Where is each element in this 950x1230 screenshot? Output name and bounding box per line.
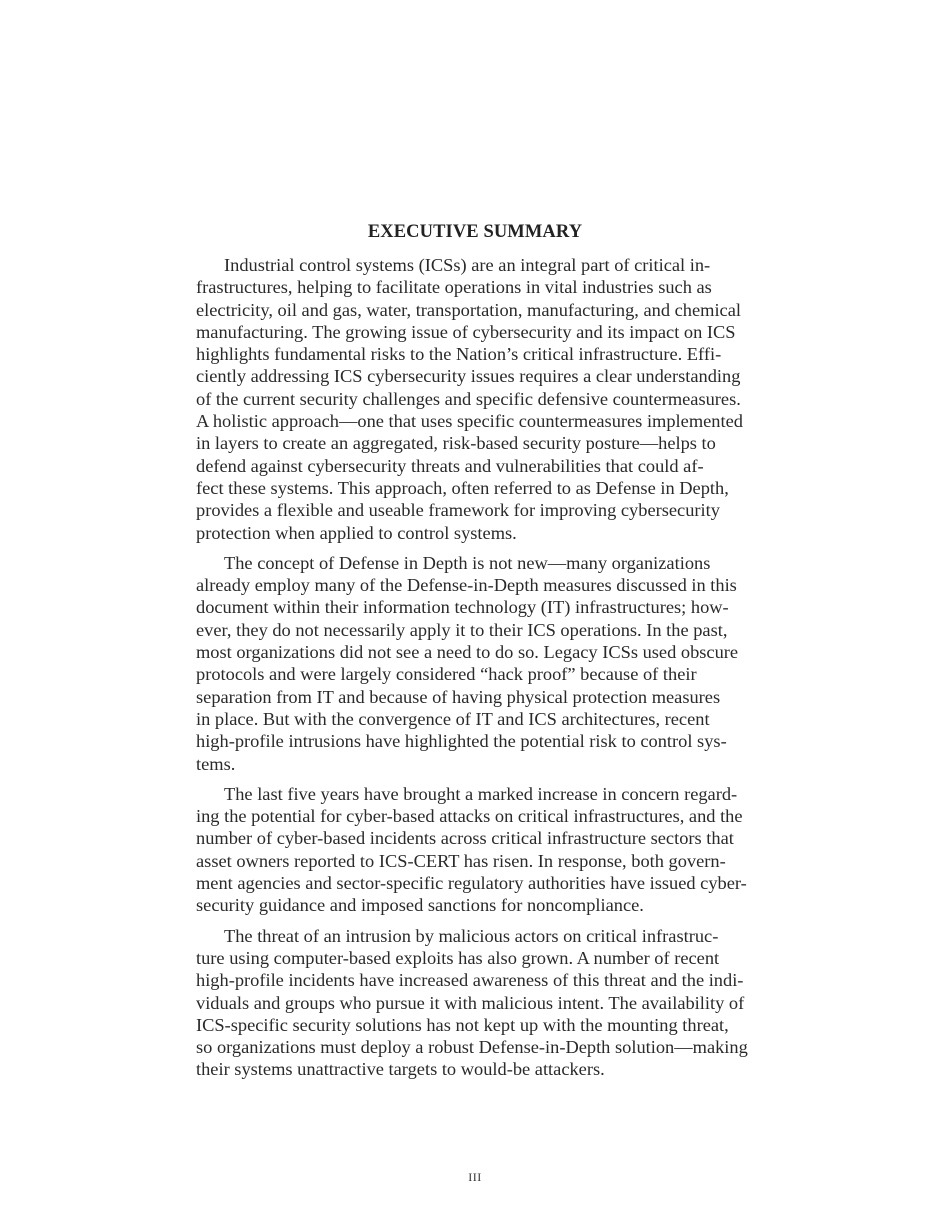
text-line: protocols and were largely considered “hack proof” because of their	[196, 664, 697, 685]
text-line: frastructures, helping to facilitate operations in vital industries such as	[196, 277, 712, 298]
paragraph-1	[196, 254, 766, 544]
text-line: highlights fundamental risks to the Nation’s critical infrastructure. Effi-	[196, 344, 722, 365]
text-line: security guidance and imposed sanctions for noncompliance.	[196, 895, 644, 916]
text-line: ever, they do not necessarily apply it to their ICS operations. In the past,	[196, 619, 728, 640]
paragraph-3	[196, 783, 766, 917]
page-title: EXECUTIVE SUMMARY	[367, 222, 583, 242]
paragraph-4	[196, 925, 766, 1081]
text-line: in layers to create an aggregated, risk-based security posture—helps to	[196, 433, 716, 454]
text-line: The concept of Defense in Depth is not new—many organizations	[224, 552, 711, 573]
text-line: so organizations must deploy a robust Defense-in-Depth solution—making	[196, 1037, 748, 1058]
body-text	[196, 254, 766, 1089]
page-number: III	[468, 1170, 482, 1184]
text-line: defend against cybersecurity threats and vulnerabilities that could af-	[196, 455, 704, 476]
text-line: ment agencies and sector-specific regulatory authorities have issued cyber-	[196, 873, 747, 894]
text-line: document within their information technology (IT) infrastructures; how-	[196, 597, 729, 618]
text-line: The last five years have brought a marked increase in concern regard-	[224, 783, 738, 804]
text-line: most organizations did not see a need to do so. Legacy ICSs used obscure	[196, 642, 739, 663]
text-line: electricity, oil and gas, water, transportation, manufacturing, and chemical	[196, 299, 741, 320]
text-line: asset owners reported to ICS-CERT has risen. In response, both govern-	[196, 850, 726, 871]
text-line: viduals and groups who pursue it with malicious intent. The availability of	[196, 992, 745, 1013]
text-line: number of cyber-based incidents across critical infrastructure sectors that	[196, 828, 734, 849]
text-line: Industrial control systems (ICSs) are an integral part of critical in-	[224, 255, 711, 275]
text-line: provides a flexible and useable framework for improving cybersecurity	[196, 500, 720, 521]
text-line: in place. But with the convergence of IT and ICS architectures, recent	[196, 708, 710, 729]
text-line: already employ many of the Defense-in-Depth measures discussed in this	[196, 575, 737, 596]
text-line: fect these systems. This approach, often referred to as Defense in Depth,	[196, 477, 729, 498]
text-line: protection when applied to control systems.	[196, 522, 517, 543]
paragraph-2	[196, 552, 766, 775]
text-line: high-profile intrusions have highlighted the potential risk to control sys-	[196, 731, 727, 752]
text-line: ICS-specific security solutions has not kept up with the mounting threat,	[196, 1014, 729, 1035]
text-line: tems.	[196, 753, 236, 774]
text-line: ing the potential for cyber-based attacks on critical infrastructures, and the	[196, 806, 743, 827]
text-line: ciently addressing ICS cybersecurity issues requires a clear understanding	[196, 366, 741, 387]
text-line: separation from IT and because of having physical protection measures	[196, 686, 721, 707]
text-line: their systems unattractive targets to would-be attackers.	[196, 1059, 605, 1080]
text-line: manufacturing. The growing issue of cybersecurity and its impact on ICS	[196, 321, 736, 342]
text-line: The threat of an intrusion by malicious actors on critical infrastruc-	[224, 925, 719, 946]
text-line: ture using computer-based exploits has also grown. A number of recent	[196, 947, 720, 968]
text-line: A holistic approach—one that uses specific countermeasures implemented	[196, 411, 743, 432]
text-line: of the current security challenges and specific defensive countermeasures.	[196, 388, 741, 409]
text-line: high-profile incidents have increased awareness of this threat and the indi-	[196, 970, 744, 991]
